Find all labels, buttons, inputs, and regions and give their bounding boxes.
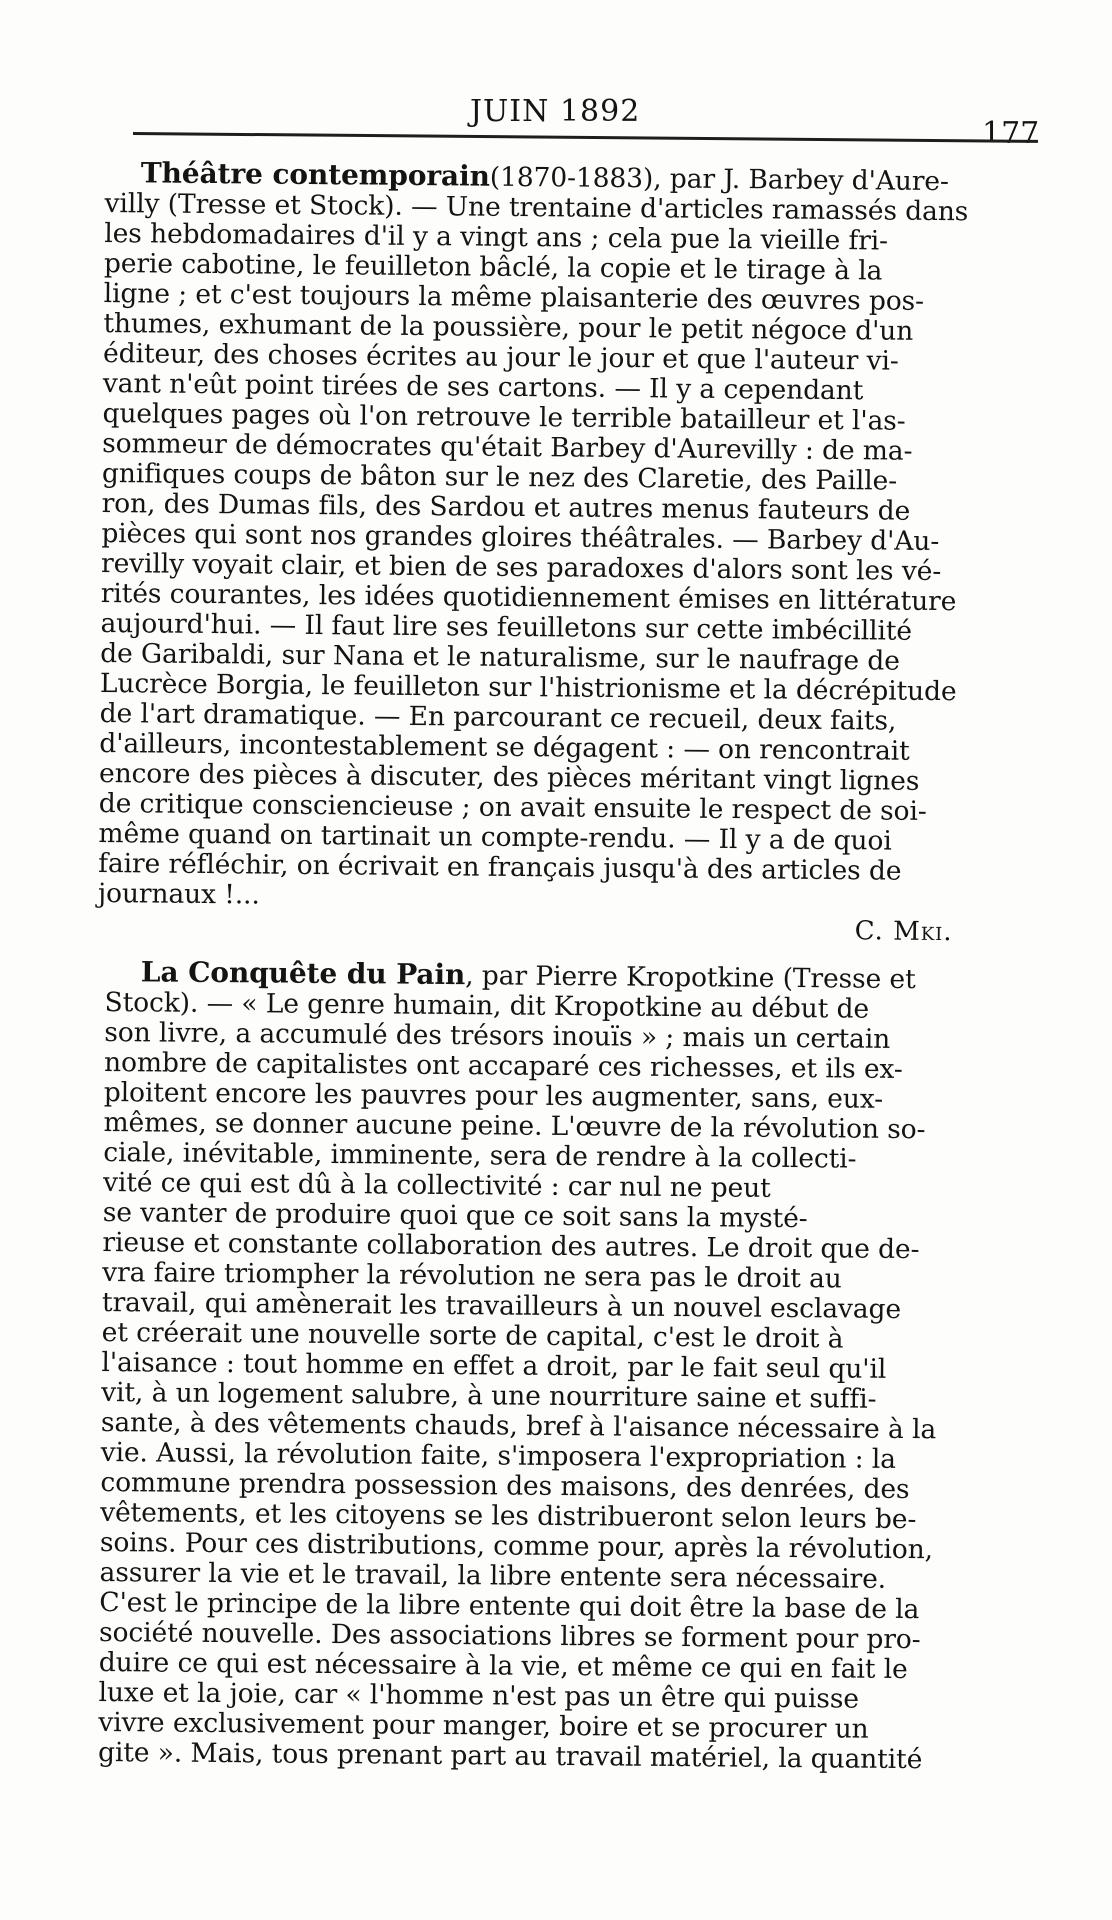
running-head: JUIN 1892 [470, 94, 641, 129]
header-rule [133, 132, 1038, 143]
text-line: Lucrèce Borgia, le feuilleton sur l'histrionisme et la décrépitude [99, 667, 957, 708]
text-line: rieuse et constante collaboration des autres. Le droit que de- [102, 1226, 920, 1266]
text-line: vant n'eût point tirées de ses cartons. — Il y a cependant [102, 367, 864, 407]
review-theatre-contemporain [98, 158, 1030, 948]
text-line: revilly voyait clair, et bien de ses paradoxes d'alors sont les vé- [100, 547, 942, 588]
text-line: se vanter de produire quoi que ce soit sans la mysté- [102, 1196, 808, 1235]
text-line: société nouvelle. Des associations libres se forment pour pro- [98, 1616, 921, 1656]
text-line: rités courantes, les idées quotidiennement émises en littérature [100, 577, 957, 618]
text-line: de l'art dramatique. — En parcourant ce recueil, deux faits, [99, 697, 897, 737]
text-line: travail, qui amènerait les travailleurs à un nouvel esclavage [101, 1286, 902, 1325]
text-line: et créerait une nouvelle sorte de capital, c'est le droit à [101, 1316, 844, 1355]
text-line: commune prendra possession des maisons, des denrées, des [100, 1466, 910, 1506]
text-line: aujourd'hui. — Il faut lire ses feuilletons sur cette imbécillité [100, 607, 913, 647]
text-line: d'ailleurs, incontestablement se dégagent : — on rencontrait [99, 727, 910, 767]
text-line: même quand on tartinait un compte-rendu. — Il y a de quoi [98, 817, 892, 857]
text-line: vra faire triompher la révolution ne sera pas le droit au [102, 1256, 842, 1295]
text-line: ploitent encore les pauvres pour les augmenter, sans, eux- [103, 1076, 884, 1115]
text-line: vêtements, et les citoyens se les distribueront selon leurs be- [100, 1496, 917, 1536]
review-body [98, 189, 1030, 918]
text-line: sommeur de démocrates qu'était Barbey d'Aurevilly : de ma- [102, 427, 913, 467]
review-byline: , par Pierre Kropotkine (Tresse et [465, 960, 916, 996]
text-line: gite ». Mais, tous prenant part au travail matériel, la quantité [97, 1736, 923, 1776]
text-line: ron, des Dumas fils, des Sardou et autres menus fauteurs de [101, 487, 911, 527]
review-title: La Conquête du Pain [140, 955, 466, 992]
text-line: ligne ; et c'est toujours la même plaisanterie des œuvres pos- [103, 277, 925, 317]
review-byline: (1870-1883), par J. Barbey d'Aure- [489, 161, 949, 198]
text-line: Stock). — « Le genre humain, dit Kropotkine au début de [104, 986, 870, 1025]
text-line: encore des pièces à discuter, des pièces méritant vingt lignes [98, 757, 920, 797]
text-line: son livre, a accumulé des trésors inouïs » ; mais un certain [104, 1016, 891, 1055]
review-title: Théâtre contemporain [140, 156, 491, 193]
text-line: thumes, exhumant de la poussière, pour le petit négoce d'un [103, 307, 914, 347]
review-conquete-du-pain [98, 957, 1030, 1776]
text-line: faire réfléchir, on écrivait en français jusqu'à des articles de [98, 847, 902, 887]
text-line: sante, à des vêtements chauds, bref à l'aisance nécessaire à la [100, 1406, 937, 1446]
text-line: duire ce qui est nécessaire à la vie, et même ce qui en fait le [98, 1646, 908, 1686]
text-line: journaux !... [97, 877, 260, 911]
text-line: gnifiques coups de bâton sur le nez des Claretie, des Paille- [101, 457, 898, 497]
text-line: assurer la vie et le travail, la libre entente sera nécessaire. [99, 1556, 887, 1595]
text-line: luxe et la joie, car « l'homme n'est pas un être qui puisse [98, 1676, 860, 1715]
text-line: mêmes, se donner aucune peine. L'œuvre de la révolution so- [103, 1106, 926, 1146]
text-line: vivre exclusivement pour manger, boire et se procurer un [98, 1706, 869, 1745]
text-line: pièces qui sont nos grandes gloires théâtrales. — Barbey d'Au- [101, 517, 940, 558]
review-signature: C. Mki. [854, 916, 953, 948]
review-body [98, 988, 1030, 1776]
text-line: l'aisance : tout homme en effet a droit, par le fait seul qu'il [101, 1346, 887, 1385]
text-line: perie cabotine, le feuilleton bâclé, la copie et le tirage à la [103, 247, 883, 287]
text-line: éditeur, des choses écrites au jour le jour et que l'auteur vi- [102, 337, 899, 377]
text-line: nombre de capitalistes ont accaparé ces richesses, et ils ex- [103, 1046, 903, 1085]
text-line: de Garibaldi, sur Nana et le naturalisme, sur le naufrage de [100, 637, 900, 677]
text-line: C'est le principe de la libre entente qui doit être la base de la [99, 1586, 920, 1626]
text-line: les hebdomadaires d'il y a vingt ans ; cela pue la vieille fri- [104, 217, 889, 257]
text-line: vité ce qui est dû à la collectivité : car nul ne peut [102, 1166, 771, 1204]
text-line: villy (Tresse et Stock). — Une trentaine d'articles ramassés dans [104, 187, 969, 228]
text-line: soins. Pour ces distributions, comme pour, après la révolution, [99, 1526, 934, 1566]
page-number: 177 [982, 116, 1040, 151]
text-line: de critique consciencieuse ; on avait ensuite le respect de soi- [98, 787, 927, 827]
text-line: vit, à un logement salubre, à une nourriture saine et suffi- [101, 1376, 877, 1415]
text-line: quelques pages où l'on retrouve le terrible batailleur et l'as- [102, 397, 906, 437]
text-line: ciale, inévitable, imminente, sera de rendre à la collecti- [103, 1136, 857, 1175]
text-line: vie. Aussi, la révolution faite, s'imposera l'expropriation : la [100, 1436, 897, 1475]
